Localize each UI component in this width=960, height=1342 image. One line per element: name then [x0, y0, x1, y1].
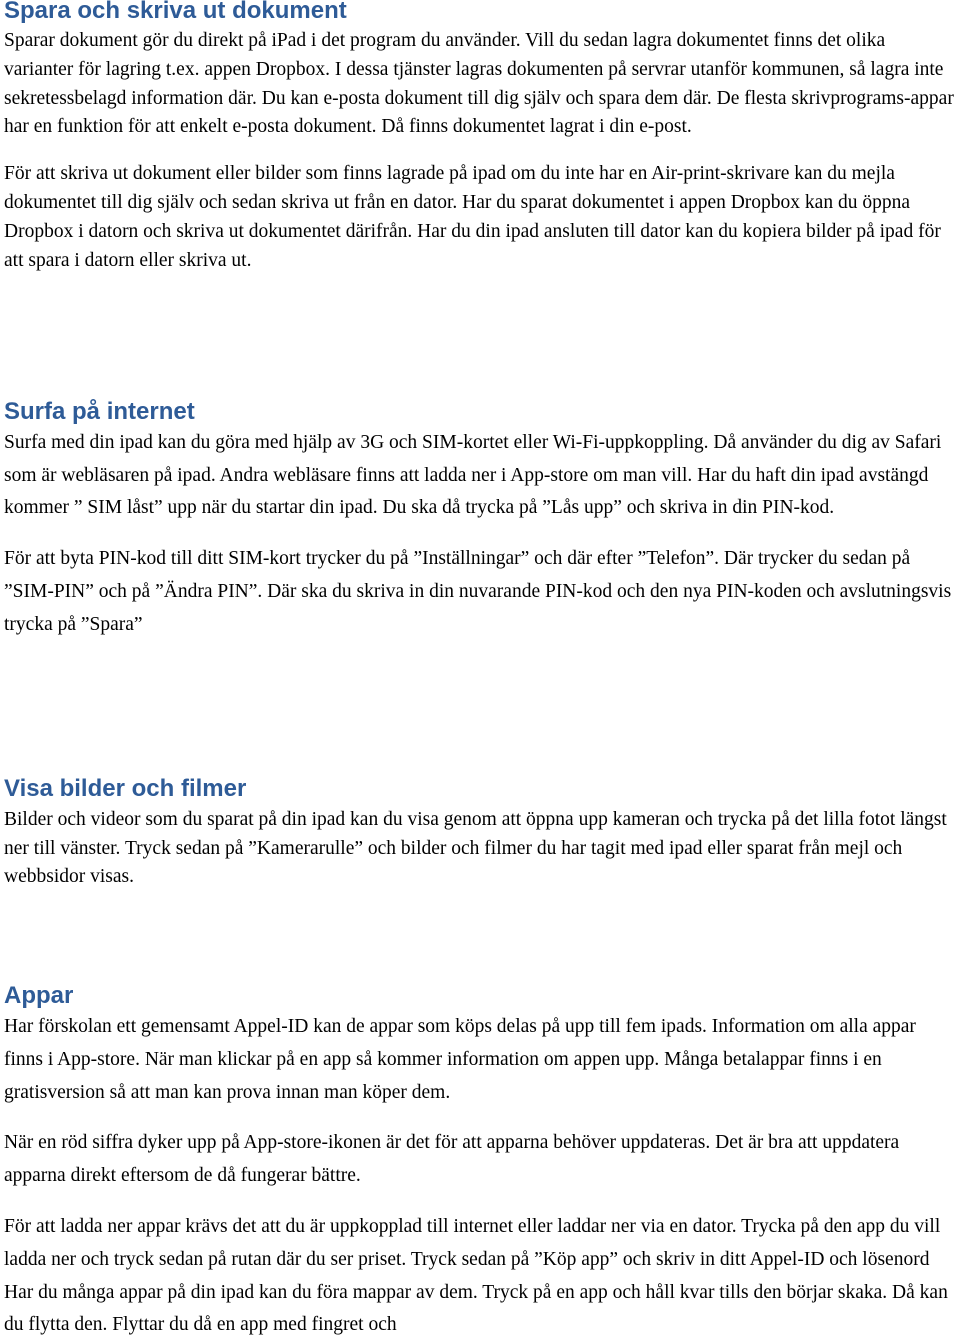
section-heading: Visa bilder och filmer [4, 775, 247, 802]
paragraph: För att ladda ner appar krävs det att du är uppkopplad till internet eller laddar ner via en dator. Trycka på den app du vill ladda ner och tryck sedan på rutan där du ser priset. Tryck sedan på ”Köp app” och skriv in ditt Appel-ID och lösenord Har du många appar på din ipad kan du föra mappar av dem. Tryck på en app och håll kvar tills den börjar skaka. Då kan du flytta den. Flyttar du då en app med fingret och [4, 1215, 948, 1336]
section-surfa-pa-internet [4, 397, 958, 641]
section-heading: Surfa på internet [4, 398, 195, 425]
paragraph: Bilder och videor som du sparat på din ipad kan du visa genom att öppna upp kameran och trycka på det lilla fotot längst ner till vänster. Tryck sedan på ”Kamerarulle” och bilder och filmer du har tagit med ipad eller sparat från mejl och webbsidor visas. [4, 809, 947, 887]
paragraph: För att skriva ut dokument eller bilder som finns lagrade på ipad om du inte har en Air-print-skrivare kan du mejla dokumentet till dig själv och sedan skriva ut från en dator. Har du sparat dokumentet i appen Dropbox kan du öppna Dropbox i datorn och skriva ut dokumentet därifrån. Har du din ipad ansluten till dator kan du kopiera bilder på ipad för att spara i datorn eller skriva ut. [4, 163, 941, 271]
section-heading: Spara och skriva ut dokument [4, 0, 347, 24]
section-heading: Appar [4, 982, 74, 1009]
section-visa-bilder-och-filmer [4, 774, 958, 892]
section-spara-och-skriva-ut [4, 0, 958, 275]
paragraph: Har förskolan ett gemensamt Appel-ID kan de appar som köps delas på upp till fem ipads. Information om alla appar finns i App-store. När man klickar på en app så kommer information om appen upp. Många betalappar finns i en gratisversion så att man kan prova innan man köper dem. [4, 1016, 916, 1103]
paragraph: Sparar dokument gör du direkt på iPad i det program du använder. Vill du sedan lagra dokumentet finns det olika varianter för lagring t.ex. appen Dropbox. I dessa tjänster lagras dokumenten på servrar utanför kommunen, så lagra inte sekretessbelagd information där. Du kan e-posta dokument till dig själv och spara dem där. De flesta skrivprograms-appar har en funktion för att enkelt e-posta dokument. Då finns dokumentet lagrat i din e-post. [4, 30, 954, 138]
section-appar [4, 981, 958, 1342]
paragraph: För att byta PIN-kod till ditt SIM-kort trycker du på ”Inställningar” och där efter ”Telefon”. Där trycker du sedan på ”SIM-PIN” och på ”Ändra PIN”. Där ska du skriva in din nuvarande PIN-kod och den nya PIN-koden och avslutningsvis trycka på ”Spara” [4, 548, 952, 635]
paragraph: När en röd siffra dyker upp på App-store-ikonen är det för att apparna behöver uppdateras. Det är bra att uppdatera apparna direkt eftersom de då fungerar bättre. [4, 1132, 900, 1187]
paragraph: Surfa med din ipad kan du göra med hjälp av 3G och SIM-kortet eller Wi-Fi-uppkoppling. Då använder du dig av Safari som är webläsaren på ipad. Andra webläsare finns att ladda ner i App-store om man vill. Har du haft din ipad avstängd kommer ” SIM låst” upp när du startar din ipad. Du ska då trycka på ”Lås upp” och skriva in din PIN-kod. [4, 432, 942, 519]
